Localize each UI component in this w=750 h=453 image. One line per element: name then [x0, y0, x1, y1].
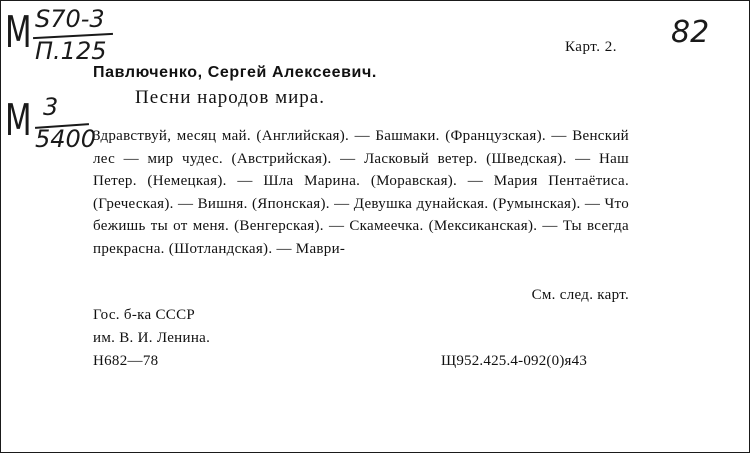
- handwritten-shelf-code-2: П.125: [35, 37, 107, 65]
- author-heading: Павлюченко, Сергей Алексеевич.: [93, 64, 377, 81]
- card-label: Карт. 2.: [565, 39, 617, 55]
- handwritten-shelf-code: S70-3: [35, 5, 105, 33]
- handwritten-shelf-number-top: 3: [43, 93, 59, 121]
- library-line-1: Гос. б-ка СССР: [93, 307, 196, 323]
- book-title: Песни народов мира.: [135, 87, 325, 108]
- handwritten-m-mark: M: [5, 7, 32, 58]
- contents-text: Здравствуй, месяц май. (Английская). — Башмаки. (Французская). — Венский лес — мир чудес. (Австрийская). — Ласковый ветер. (Шведская). — Наш Петер. (Немецкая). — Шла Марина. (Моравская). — Мария Пентаётиса. (Греческая). — Вишня. (Японская). — Девушка дунайская. (Румынская). — Что бежишь ты от меня. (Венгерская). — Скамеечка. (Мексиканская). — Ты всегда прекрасна. (Шотландская). — Маври-: [93, 128, 629, 257]
- handwritten-m-mark-2: M: [5, 95, 32, 146]
- handwritten-shelf-number-bottom: 5400: [35, 125, 97, 153]
- card-number: Н682—78: [93, 353, 159, 369]
- library-line-2: им. В. И. Ленина.: [93, 330, 211, 346]
- handwritten-corner-number: 82: [671, 15, 710, 50]
- see-next-card: См. след. карт.: [531, 287, 629, 303]
- classification-cipher: Щ952.425.4-092(0)я43: [441, 353, 588, 369]
